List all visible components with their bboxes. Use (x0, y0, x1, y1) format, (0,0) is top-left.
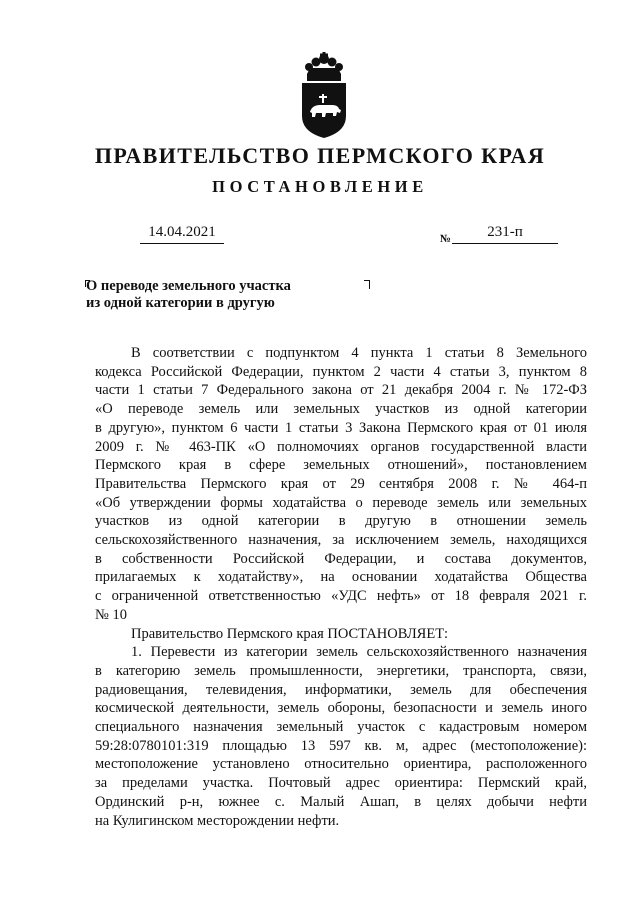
text-line: Ординский р-н, южнее с. Малый Ашап, в целях добычи нефти (95, 793, 587, 810)
document-number: 231-п (452, 224, 558, 244)
text-line: кодекса Российской Федерации, пунктом 2 части 4 статьи 3, пунктом 8 (95, 363, 587, 380)
text-line: участков из одной категории в другую в отношении земель (95, 513, 587, 530)
text-line: № 10 (95, 606, 127, 623)
perm-krai-coat-of-arms-icon (298, 52, 350, 138)
text-line: за пределами участка. Почтовый адрес ориентира: Пермский край, (95, 775, 587, 792)
text-line: сельскохозяйственного назначения, за исключением земель, находящихся (95, 532, 587, 549)
number-label: № (440, 233, 452, 245)
text-line: космической деятельности, земель обороны, безопасности и земель иного (95, 700, 587, 717)
text-line: местоположение установлено относительно ориентира, расположенного (95, 756, 587, 773)
subject-line: О переводе земельного участка (86, 278, 291, 294)
text-line: части 1 статьи 7 Федерального закона от 21 декабря 2004 г. № 172-ФЗ (95, 382, 587, 399)
subject-line: из одной категории в другую (86, 295, 275, 311)
text-line: на Кулигинском месторождении нефти. (95, 812, 340, 829)
text-line: прилагаемых к ходатайству», на основании ходатайства Общества (95, 569, 587, 586)
preamble-paragraph (95, 344, 587, 363)
text-line: специального назначения земельный участок с кадастровым номером (95, 719, 587, 736)
text-line: в категорию земель промышленности, энергетики, транспорта, связи, (95, 662, 587, 679)
resolution-paragraph: Правительство Пермского края ПОСТАНОВЛЯЕТ: (131, 625, 449, 642)
document-body (95, 344, 587, 830)
document-type: ПОСТАНОВЛЕНИЕ (212, 177, 428, 196)
text-line: «Об утверждении формы ходатайства о переводе земель или земельных (95, 494, 587, 511)
text-line: 59:28:0780101:319 площадью 13 597 кв. м, адрес (местоположение): (95, 737, 587, 754)
text-line: Правительства Пермского края от 29 сентября 2008 г. № 464-п (95, 475, 587, 492)
text-line: Пермского края в сфере земельных отношений», постановлением (95, 457, 587, 474)
document-subject (86, 278, 291, 312)
text-line: в другую», пунктом 6 части 1 статьи 3 Закона Пермского края от 01 июля (95, 419, 587, 436)
text-line: 2009 г. № 463-ПК «О полномочиях органов государственной власти (95, 438, 587, 455)
text-line: В соответствии с подпунктом 4 пункта 1 статьи 8 Земельного (131, 345, 587, 361)
document-date: 14.04.2021 (140, 224, 224, 244)
text-line: радиовещания, телевидения, информатики, земель для обеспечения (95, 681, 587, 698)
text-line: с ограниченной ответственностью «УДС нефть» от 18 февраля 2021 г. (95, 588, 587, 605)
text-line: «О переводе земель или земельных участков из одной категории (95, 401, 587, 418)
text-line: 1. Перевести из категории земель сельскохозяйственного назначения (131, 644, 587, 661)
text-line: в собственности Российской Федерации, и состава документов, (95, 550, 587, 567)
subject-corner-right (364, 280, 370, 289)
government-title: ПРАВИТЕЛЬСТВО ПЕРМСКОГО КРАЯ (94, 143, 546, 168)
